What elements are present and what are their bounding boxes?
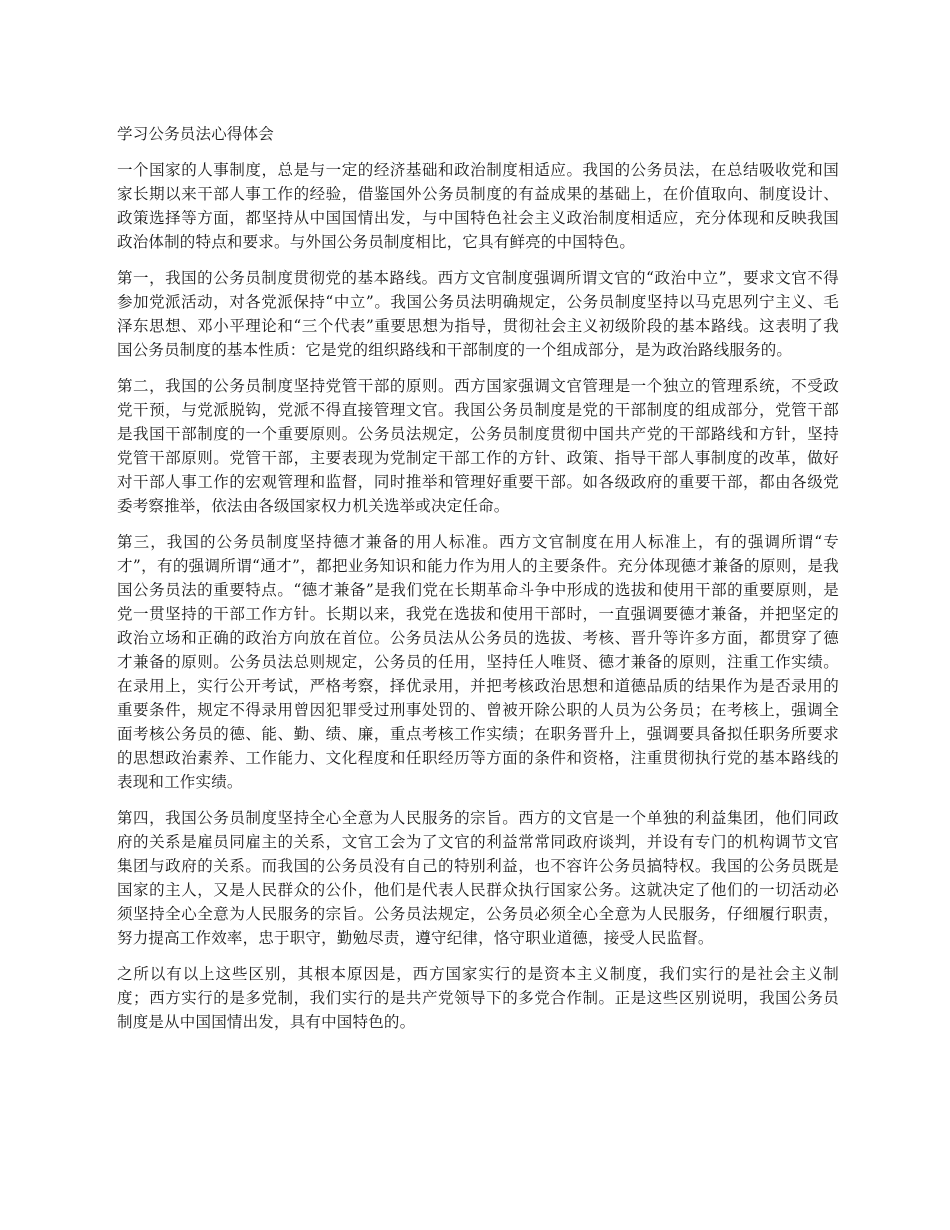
paragraph-first-point: 第一，我国的公务员制度贯彻党的基本路线。西方文官制度强调所谓文官的“政治中立”，要求文官不得参加党派活动，对各党派保持“中立”。我国公务员法明确规定，公务员制度坚持以马克思列宁主义、毛泽东思想、邓小平理论和“三个代表”重要思想为指导，贯彻社会主义初级阶段的基本路线。这表明了我国公务员制度的基本性质：它是党的组织路线和干部制度的一个组成部分，是为政治路线服务的。 bbox=[117, 269, 839, 359]
paragraph-intro: 一个国家的人事制度，总是与一定的经济基础和政治制度相适应。我国的公务员法，在总结吸收党和国家长期以来干部人事工作的经验，借鉴国外公务员制度的有益成果的基础上，在价值取向、制度设计、政策选择等方面，都坚持从中国国情出发，与中国特色社会主义政治制度相适应，充分体现和反映我国政治体制的特点和要求。与外国公务员制度相比，它具有鲜亮的中国特色。 bbox=[117, 161, 839, 251]
document-page bbox=[117, 122, 839, 1046]
paragraph-fourth-point: 第四，我国公务员制度坚持全心全意为人民服务的宗旨。西方的文官是一个单独的利益集团，他们同政府的关系是雇员同雇主的关系，文官工会为了文官的利益常常同政府谈判，并设有专门的机构调节文官集团与政府的关系。而我国的公务员没有自己的特别利益，也不容许公务员搞特权。我国的公务员既是国家的主人，又是人民群众的公仆，他们是代表人民群众执行国家公务。这就决定了他们的一切活动必须坚持全心全意为人民服务的宗旨。公务员法规定，公务员必须全心全意为人民服务，仔细履行职责，努力提高工作效率，忠于职守，勤勉尽责，遵守纪律，恪守职业道德，接受人民监督。 bbox=[117, 809, 839, 947]
document-title: 学习公务员法心得体会 bbox=[117, 125, 275, 143]
paragraph-conclusion: 之所以有以上这些区别，其根本原因是，西方国家实行的是资本主义制度，我们实行的是社会主义制度；西方实行的是多党制，我们实行的是共产党领导下的多党合作制。正是这些区别说明，我国公务员制度是从中国国情出发，具有中国特色的。 bbox=[117, 965, 839, 1031]
paragraph-third-point: 第三，我国的公务员制度坚持德才兼备的用人标准。西方文官制度在用人标准上，有的强调所谓“专才”，有的强调所谓“通才”，都把业务知识和能力作为用人的主要条件。充分体现德才兼备的原则，是我国公务员法的重要特点。“德才兼备”是我们党在长期革命斗争中形成的选拔和使用干部的重要原则，是党一贯坚持的干部工作方针。长期以来，我党在选拔和使用干部时，一直强调要德才兼备，并把坚定的政治立场和正确的政治方向放在首位。公务员法从公务员的选拔、考核、晋升等许多方面，都贯穿了德才兼备的原则。公务员法总则规定，公务员的任用，坚持任人唯贤、德才兼备的原则，注重工作实绩。在录用上，实行公开考试，严格考察，择优录用，并把考核政治思想和道德品质的结果作为是否录用的重要条件，规定不得录用曾因犯罪受过刑事处罚的、曾被开除公职的人员为公务员；在考核上，强调全面考核公务员的德、能、勤、绩、廉，重点考核工作实绩；在职务晋升上，强调要具备拟任职务所要求的思想政治素养、工作能力、文化程度和任职经历等方面的条件和资格，注重贯彻执行党的基本路线的表现和工作实绩。 bbox=[117, 533, 839, 791]
paragraph-second-point: 第二，我国的公务员制度坚持党管干部的原则。西方国家强调文官管理是一个独立的管理系统，不受政党干预，与党派脱钩，党派不得直接管理文官。我国公务员制度是党的干部制度的组成部分，党管干部是我国干部制度的一个重要原则。公务员法规定，公务员制度贯彻中国共产党的干部路线和方针，坚持党管干部原则。党管干部，主要表现为党制定干部工作的方针、政策、指导干部人事制度的改革，做好对干部人事工作的宏观管理和监督，同时推举和管理好重要干部。如各级政府的重要干部，都由各级党委考察推举，依法由各级国家权力机关选举或决定任命。 bbox=[117, 377, 839, 515]
